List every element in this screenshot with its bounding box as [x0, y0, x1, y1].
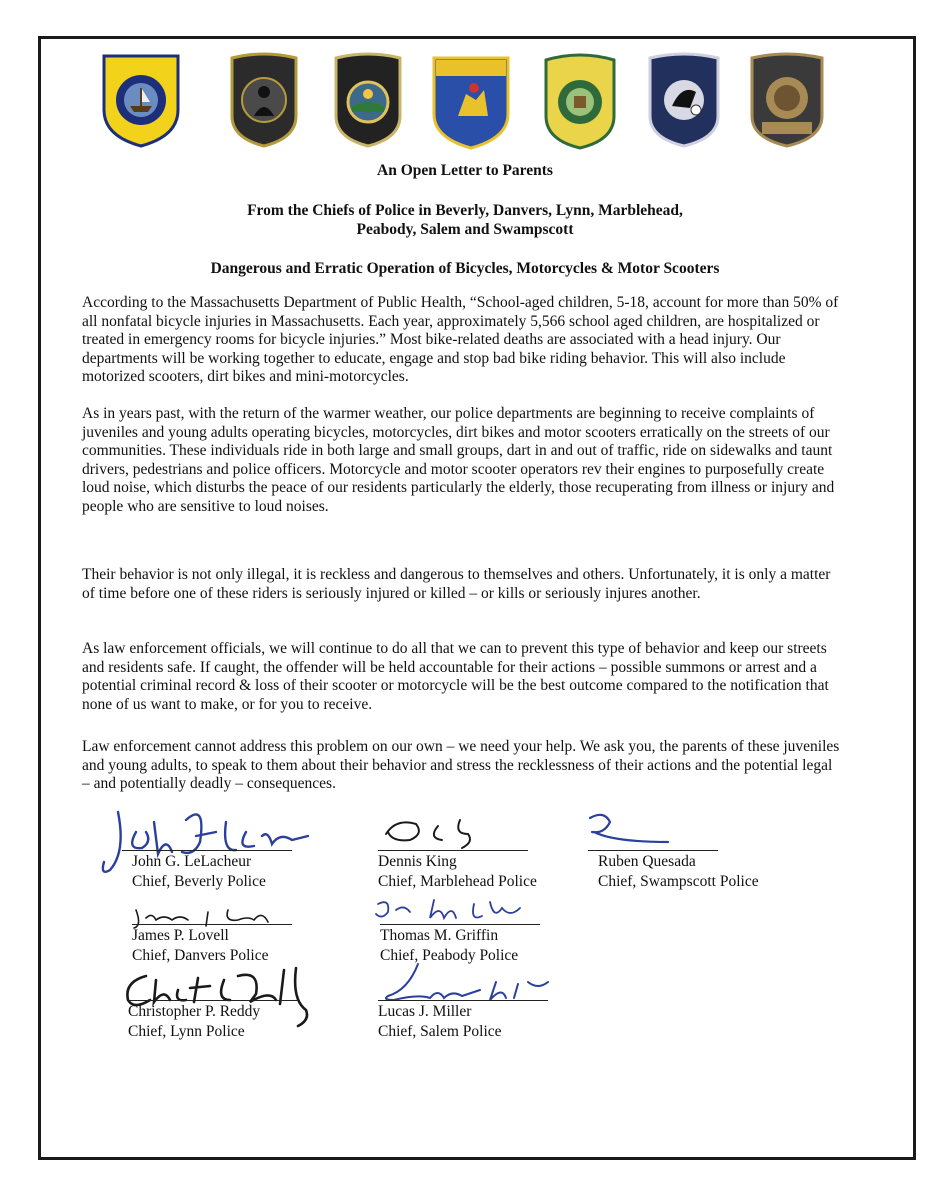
letter-subject: Dangerous and Erratic Operation of Bicycles, Motorcycles & Motor Scooters — [210, 260, 720, 277]
paragraph-2: As in years past, with the return of the warmer weather, our police departments are beginning to receive complaints of juveniles and young adults operating bicycles, motorcycles, dirt bikes and motor scooters erratically on the streets of our communities. These individuals ride in both large and small groups, dart in and out of traffic, ride on sidewalks and taunt drivers, pedestrians and police officers. Motorcycle and motor scooter operators rev their engines to purposefully create loud noise, which disturbs the peace of our residents particularly the elderly, those recuperating from illness or injury and people who are sensitive to loud noises. — [82, 405, 835, 515]
from-line-2: Peabody, Salem and Swampscott — [356, 221, 574, 238]
signatory-name: Dennis King — [378, 853, 457, 870]
salem-police-badge-icon — [646, 50, 722, 148]
signature-line — [128, 1000, 298, 1001]
signatory-title: Chief, Salem Police — [378, 1023, 502, 1040]
signatory-name: John G. LeLacheur — [132, 853, 252, 870]
danvers-police-badge-icon — [228, 50, 300, 148]
signatory-title: Chief, Danvers Police — [132, 947, 269, 964]
signature-block-reddy — [128, 1002, 260, 1042]
paragraph-1: According to the Massachusetts Department of Public Health, “School-aged children, 5-18, account for more than 50% of all nonfatal bicycle injuries in Massachusetts. Each year, approximately 5,566 school aged children, are hospitalized or treated in emergency rooms for bicycle injuries.” Most bike-related deaths are associated with a head injury. Our departments will be working together to educate, engage and stop bad bike riding behavior. This will also include motorized scooters, dirt bikes and mini-motorcycles. — [82, 294, 839, 386]
peabody-police-badge-icon — [540, 50, 620, 150]
signature-line — [122, 850, 292, 851]
letter-title: An Open Letter to Parents — [377, 162, 553, 179]
signature-block-griffin — [380, 926, 518, 966]
signatory-title: Chief, Beverly Police — [132, 873, 266, 890]
paragraph-3: Their behavior is not only illegal, it is reckless and dangerous to themselves and others. Unfortunately, it is only a matter of time before one of these riders is seriously injured or killed – or kills or seriously injures another. — [82, 566, 831, 602]
signatory-name: Thomas M. Griffin — [380, 927, 499, 944]
signature-line — [132, 924, 292, 925]
signatory-title: Chief, Marblehead Police — [378, 873, 537, 890]
from-line-1: From the Chiefs of Police in Beverly, Danvers, Lynn, Marblehead, — [247, 202, 683, 219]
signature-line — [378, 1000, 548, 1001]
signature-line — [380, 924, 540, 925]
signature-line — [588, 850, 718, 851]
signature-block-miller — [378, 1002, 502, 1042]
signatory-title: Chief, Swampscott Police — [598, 873, 759, 890]
signatory-title: Chief, Lynn Police — [128, 1023, 245, 1040]
quesada-signature-icon — [584, 808, 674, 850]
beverly-police-badge-icon — [100, 50, 182, 148]
signature-line — [378, 850, 528, 851]
swampscott-police-badge-icon — [748, 50, 826, 148]
paragraph-5: Law enforcement cannot address this problem on our own – we need your help. We ask you, the parents of these juveniles and young adults, to speak to them about their behavior and stress the recklessness of their actions and the potential legal – and potentially deadly – consequences. — [82, 738, 840, 793]
marblehead-police-badge-icon — [430, 50, 512, 150]
signature-block-lovell — [132, 926, 268, 966]
paragraph-4: As law enforcement officials, we will continue to do all that we can to prevent this type of behavior and keep our streets and residents safe. If caught, the offender will be held accountable for their actions – possible summons or arrest and a potential criminal record & loss of their scooter or motorcycle will be the best outcome compared to the notification that none of us want to make, or for you to receive. — [82, 640, 829, 713]
signature-block-king — [378, 852, 537, 892]
signatory-name: Lucas J. Miller — [378, 1003, 472, 1020]
signatory-name: Ruben Quesada — [598, 853, 696, 870]
signatory-name: James P. Lovell — [132, 927, 229, 944]
signatory-title: Chief, Peabody Police — [380, 947, 519, 964]
signature-block-quesada — [598, 852, 759, 892]
signature-block-lelacheur — [132, 852, 266, 892]
signatory-name: Christopher P. Reddy — [128, 1003, 261, 1020]
lynn-police-badge-icon — [332, 50, 404, 148]
police-badges-row — [100, 50, 840, 150]
